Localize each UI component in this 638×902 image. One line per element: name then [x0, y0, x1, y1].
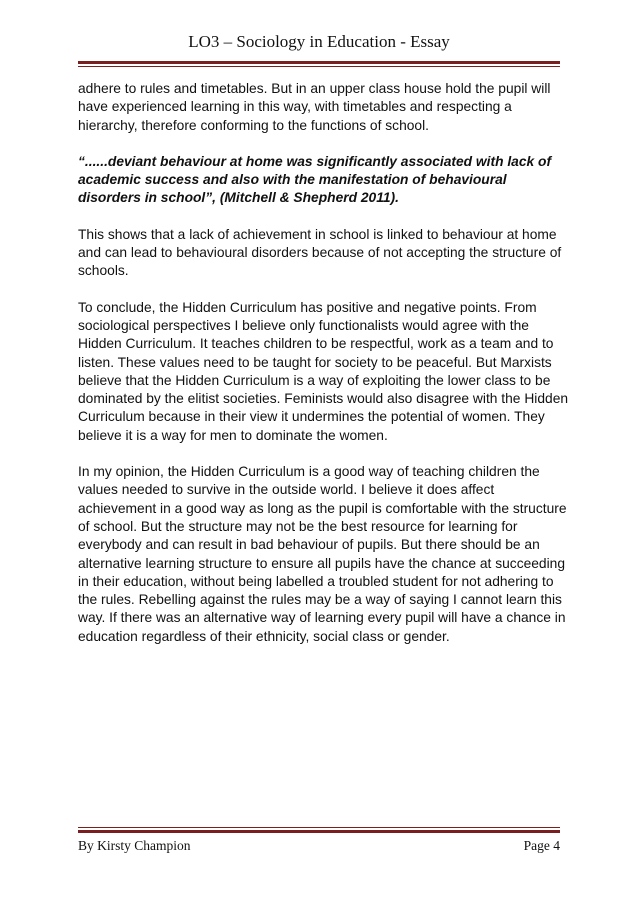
quotation: “......deviant behaviour at home was significantly associated with lack of academic success and also with the manifestation of behavioural disorders in school”, (Mitchell & Shepherd 2011). [78, 153, 552, 206]
essay-body [78, 80, 570, 664]
header-title: LO3 – Sociology in Education - Essay [188, 32, 450, 51]
footer-rule-thin [78, 827, 560, 828]
page-header [78, 32, 560, 52]
header-rule [78, 61, 560, 64]
footer-rule [78, 830, 560, 833]
footer-author: By Kirsty Champion [78, 838, 191, 853]
paragraph: adhere to rules and timetables. But in an upper class house hold the pupil will have experienced learning in this way, with timetables and respecting a hierarchy, therefore conforming to the functions of school. [78, 81, 551, 133]
paragraph: In my opinion, the Hidden Curriculum is a good way of teaching children the values needed to survive in the outside world. I believe it does affect achievement in a good way as long as the pupil is comfortable with the structure of school. But the structure may not be the best resource for learning for everybody and can result in bad behaviour of pupils. But there should be an alternative learning structure to ensure all pupils have the chance at succeeding in their education, without being labelled a troubled student for not adhering to the rules. Rebelling against the rules may be a way of saying I cannot learn this way. If there was an alternative way of learning every pupil will have a chance in education regardless of their ethnicity, social class or gender. [78, 464, 567, 644]
paragraph: To conclude, the Hidden Curriculum has positive and negative points. From sociological perspectives I believe only functionalists would agree with the Hidden Curriculum. It teaches children to be respectful, work as a team and to listen. These values need to be taught for society to be peaceful. But Marxists believe that the Hidden Curriculum is a way of exploiting the lower class to be dominated by the elitist societies. Feminists would also disagree with the Hidden Curriculum because in their view it undermines the potential of women. They believe it is a way for men to dominate the women. [78, 299, 569, 443]
header-rule-thin [78, 66, 560, 67]
paragraph: This shows that a lack of achievement in school is linked to behaviour at home and can lead to behavioural disorders because of not accepting the structure of schools. [78, 226, 562, 279]
page-number: Page 4 [523, 838, 560, 853]
